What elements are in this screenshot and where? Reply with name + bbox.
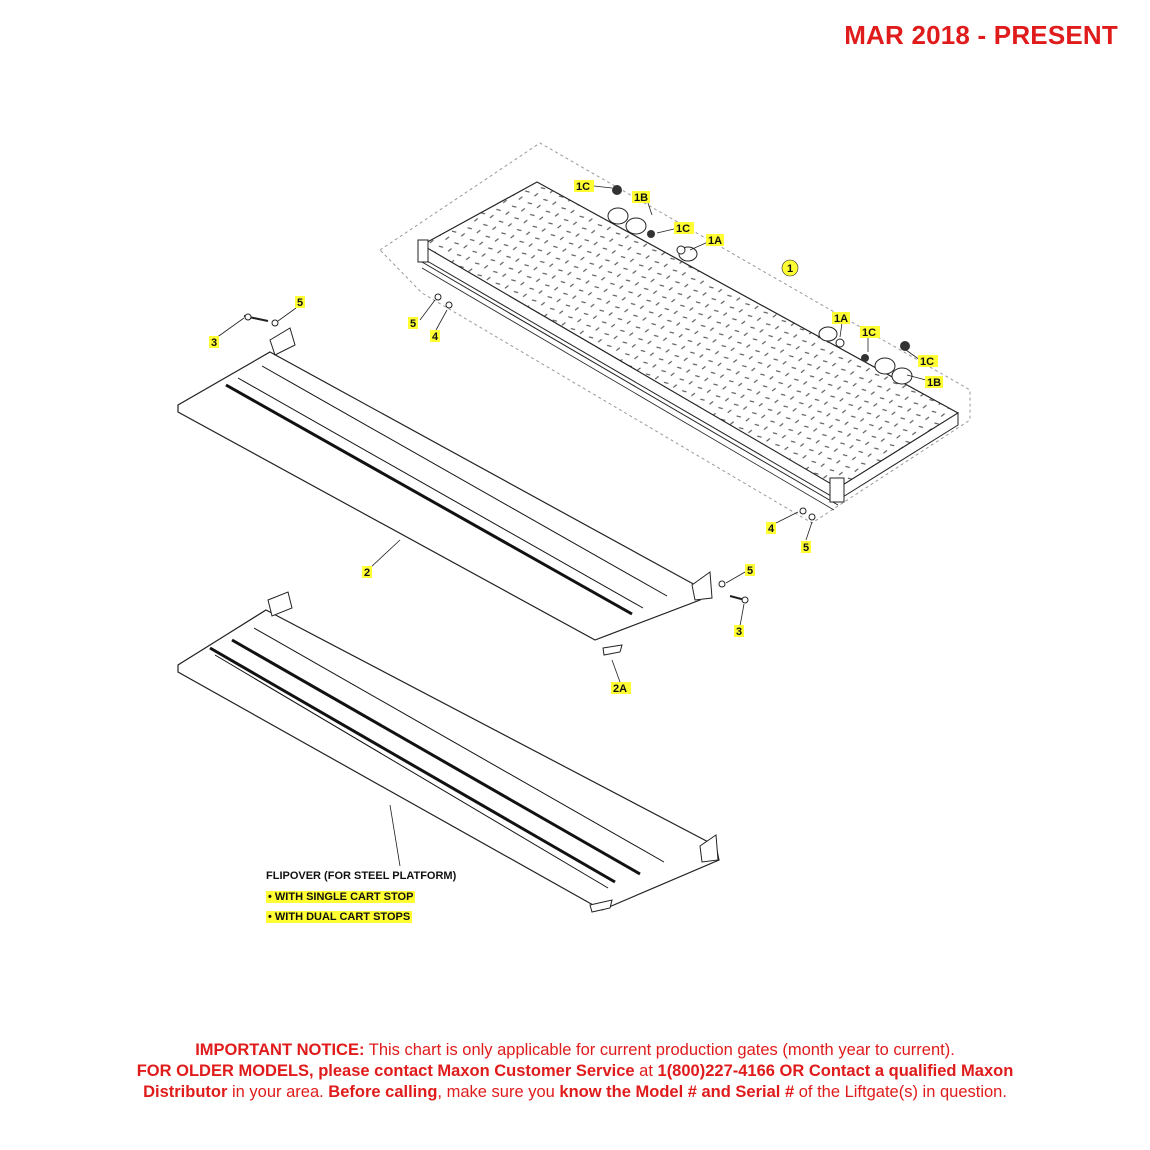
notice-line-2 — [0, 1061, 1150, 1082]
notice-line-3 — [0, 1082, 1150, 1103]
callout-1c-d: 1C — [920, 356, 935, 368]
callout-1c-a: 1C — [576, 181, 591, 193]
callout-1a-b: 1A — [834, 313, 849, 325]
flipover-label: FLIPOVER (FOR STEEL PLATFORM) — [266, 870, 457, 882]
notice-older-models: FOR OLDER MODELS, please contact Maxon Customer Service — [136, 1062, 635, 1080]
notice-distributor: Distributor — [143, 1083, 228, 1101]
option-single-cart-stop: • WITH SINGLE CART STOP — [268, 891, 414, 903]
callout-5-c: 5 — [803, 542, 810, 554]
notice-heading: IMPORTANT NOTICE: — [195, 1041, 365, 1059]
notice-before-calling: Before calling — [328, 1083, 438, 1101]
callout-4-b: 4 — [768, 523, 775, 535]
callout-2a: 2A — [613, 683, 628, 695]
notice-model-serial: know the Model # and Serial # — [559, 1083, 795, 1101]
notice-at: at — [634, 1062, 658, 1080]
callout-1b-b: 1B — [927, 377, 942, 389]
notice-make-sure: , make sure you — [437, 1083, 560, 1101]
notice-line-1 — [0, 1040, 1150, 1061]
date-range-header: MAR 2018 - PRESENT — [844, 20, 1118, 50]
callout-5-b: 5 — [410, 318, 417, 330]
callout-2: 2 — [364, 567, 371, 579]
option-dual-cart-stops: • WITH DUAL CART STOPS — [268, 911, 411, 923]
flipover-steel-platform — [178, 592, 719, 912]
callout-1c-c: 1C — [862, 327, 877, 339]
important-notice — [0, 1040, 1150, 1103]
callout-1a-a: 1A — [708, 235, 723, 247]
notice-end: of the Liftgate(s) in question. — [794, 1083, 1007, 1101]
callout-3-b: 3 — [736, 626, 743, 638]
notice-area: in your area. — [227, 1083, 329, 1101]
callout-1b-a: 1B — [634, 192, 649, 204]
callout-4-a: 4 — [432, 331, 439, 343]
callout-5-a: 5 — [297, 297, 304, 309]
callout-1c-b: 1C — [676, 223, 691, 235]
notice-phone: 1(800)227-4166 OR Contact a qualified Maxon — [657, 1062, 1014, 1080]
callout-5-d: 5 — [747, 565, 754, 577]
callout-3-a: 3 — [211, 337, 218, 349]
notice-line-1-text: This chart is only applicable for current production gates (month year to current). — [364, 1041, 955, 1059]
callout-1: 1 — [787, 263, 794, 275]
